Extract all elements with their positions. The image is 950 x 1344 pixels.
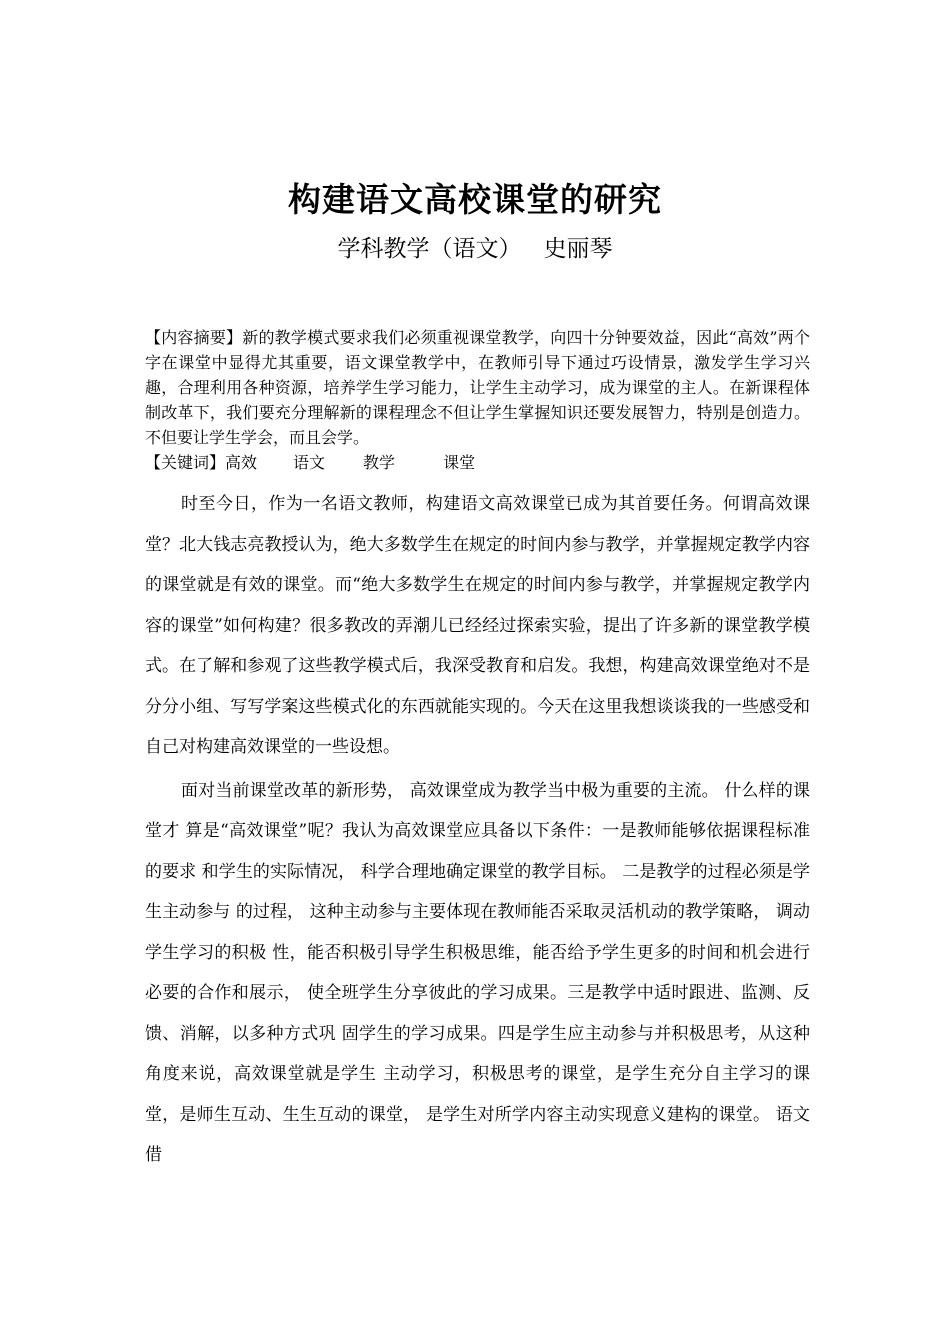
body-text [145, 484, 810, 1176]
keyword-item: 教学 [363, 453, 396, 472]
keywords-section [145, 450, 810, 475]
document-subtitle [0, 232, 950, 266]
abstract-section [145, 325, 810, 450]
keyword-item: 语文 [293, 453, 326, 472]
keywords-label: 【关键词】 [145, 453, 226, 472]
body-paragraph: 面对当前课堂改革的新形势， 高效课堂成为教学当中极为重要的主流。 什么样的课堂才 算是“高效课堂”呢？我认为高效课堂应具备以下条件：一是教师能够依据课程标准的要求 和学生的实际情况， 科学合理地确定课堂的教学目标。 二是教学的过程必须是学生主动参与 的过程， 这种主动参与主要体现在教师能否采取灵活机动的教学策略， 调动学生学习的积极 性，能否积极引导学生积极思维，能否给予学生更多的时间和机会进行必要的合作和展示， 使全班学生分享彼此的学习成果。三是教学中适时跟进、监测、反馈、消解，以多种方式巩 固学生的学习成果。四是学生应主动参与并积极思考，从这种角度来说，高效课堂就是学生 主动学习，积极思考的课堂，是学生充分自主学习的课堂，是师生互动、生生互动的课堂， 是学生对所学内容主动实现意义建构的课堂。 语文借 [145, 780, 810, 1165]
subtitle-author: 史丽琴 [543, 236, 613, 262]
body-paragraph: 时至今日，作为一名语文教师，构建语文高效课堂已成为其首要任务。何谓高效课堂？北大钱志亮教授认为，绝大多数学生在规定的时间内参与教学，并掌握规定教学内容的课堂就是有效的课堂。而“绝大多数学生在规定的时间内参与教学，并掌握规定教学内容的课堂”如何构建？很多教改的弄潮儿已经经过探索实验，提出了许多新的课堂教学模式。在了解和参观了这些教学模式后，我深受教育和启发。我想，构建高效课堂绝对不是分分小组、写写学案这些模式化的东西就能实现的。今天在这里我想谈谈我的一些感受和自己对构建高效课堂的一些设想。 [145, 494, 810, 757]
keyword-item: 高效 [225, 453, 258, 472]
abstract-text: 【内容摘要】新的教学模式要求我们必须重视课堂教学，向四十分钟要效益，因此“高效”两个字在课堂中显得尤其重要，语文课堂教学中，在教师引导下通过巧设情景，激发学生学习兴趣，合理利用各种资源，培养学生学习能力，让学生主动学习，成为课堂的主人。在新课程体制改革下，我们要充分理解新的课程理念不但让学生掌握知识还要发展智力，特别是创造力。不但要让学生学会，而且会学。 [145, 328, 810, 447]
document-title: 构建语文高校课堂的研究 [288, 180, 662, 219]
keyword-item: 课堂 [443, 453, 476, 472]
subtitle-course: 学科教学（语文） [337, 236, 522, 262]
